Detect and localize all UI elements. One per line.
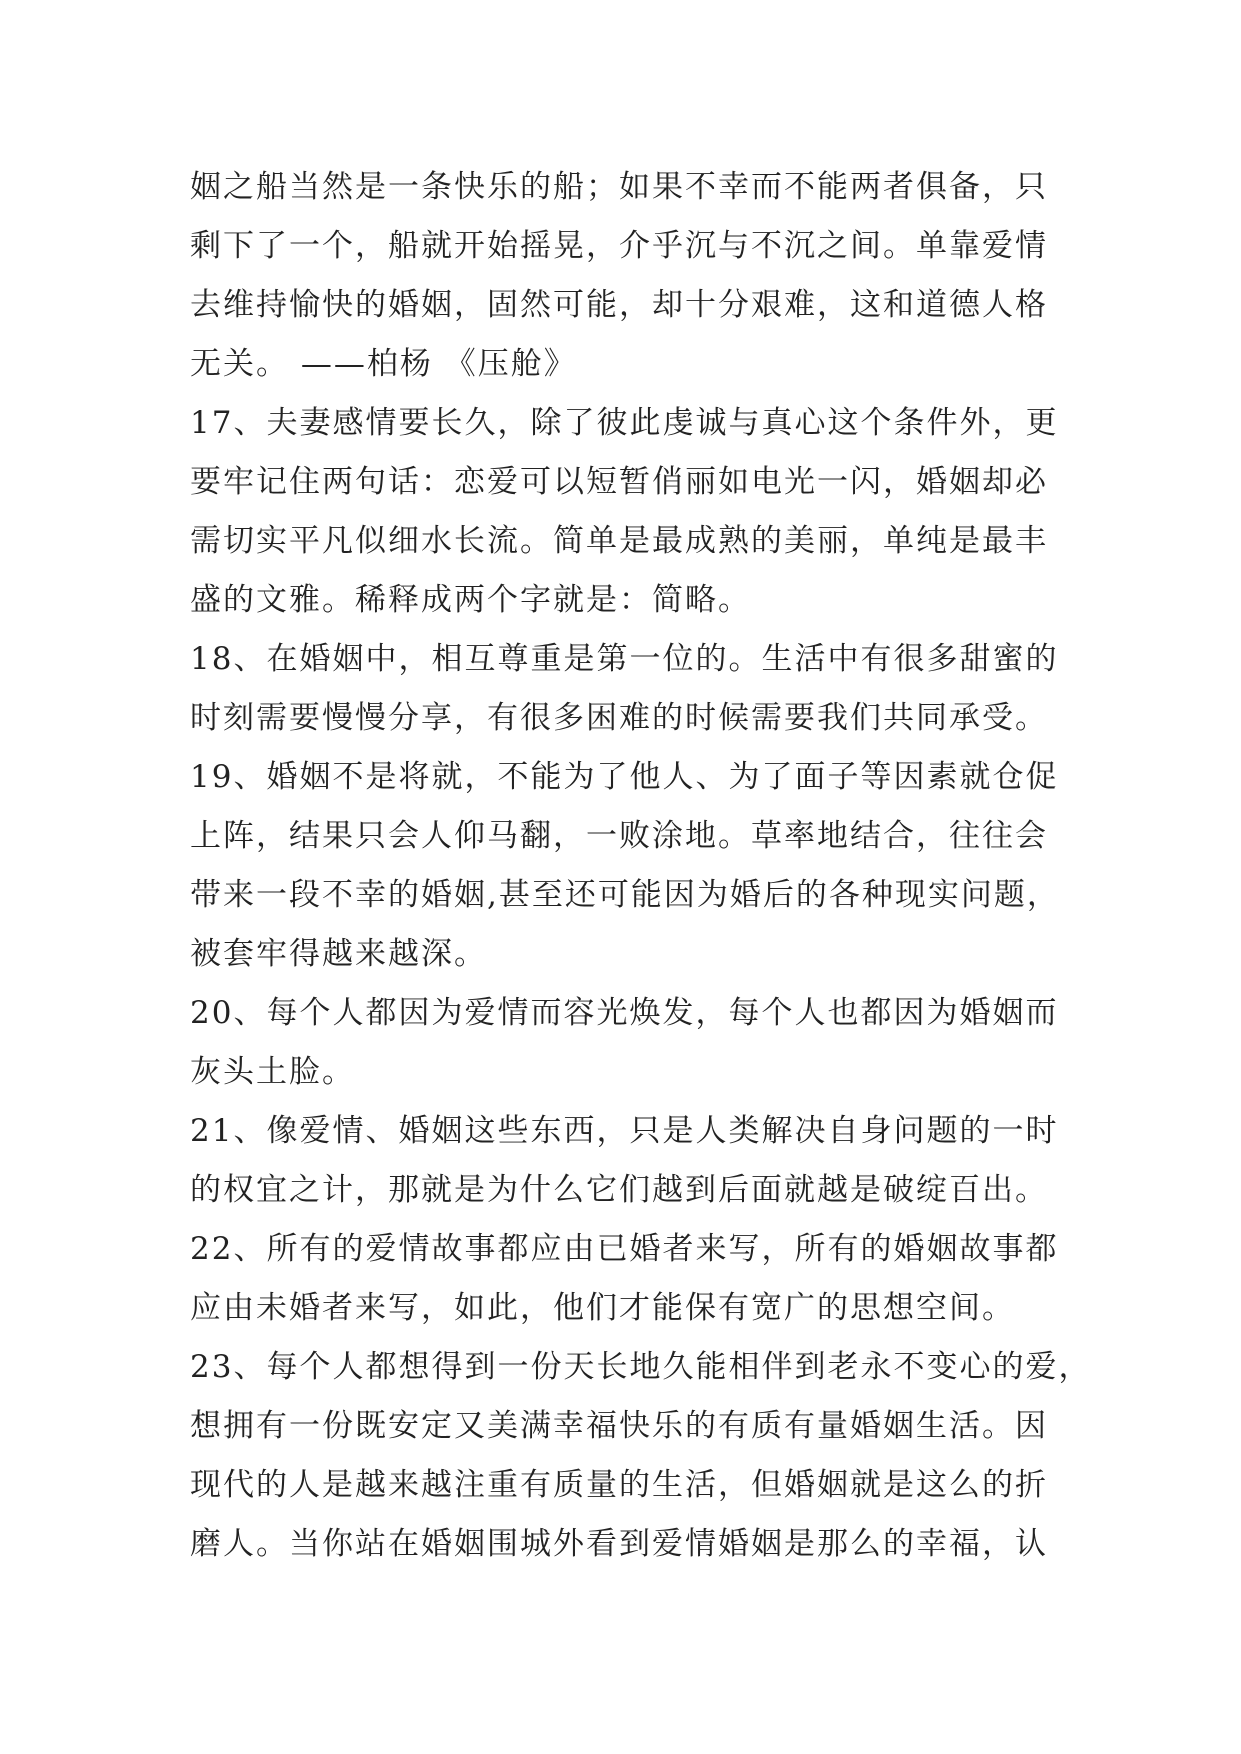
text-line: 无关。 ——柏杨 《压舱》	[190, 346, 577, 382]
text-line: 盛的文雅。稀释成两个字就是：简略。	[190, 582, 751, 618]
text-line: 23、每个人都想得到一份天长地久能相伴到老永不变心的爱，	[190, 1349, 1092, 1385]
text-line: 的权宜之计，那就是为什么它们越到后面就越是破绽百出。	[190, 1172, 1048, 1208]
body-text	[190, 158, 1092, 1574]
text-line: 姻之船当然是一条快乐的船；如果不幸而不能两者俱备，只	[190, 169, 1048, 205]
text-line: 22、所有的爱情故事都应由已婚者来写，所有的婚姻故事都	[190, 1231, 1059, 1267]
text-line: 19、婚姻不是将就，不能为了他人、为了面子等因素就仓促	[190, 759, 1059, 795]
text-line: 带来一段不幸的婚姻,甚至还可能因为婚后的各种现实问题，	[190, 877, 1060, 913]
text-line: 被套牢得越来越深。	[190, 936, 487, 972]
text-line: 21、像爱情、婚姻这些东西，只是人类解决自身问题的一时	[190, 1113, 1059, 1149]
text-line: 时刻需要慢慢分享，有很多困难的时候需要我们共同承受。	[190, 700, 1048, 736]
text-line: 剩下了一个，船就开始摇晃，介乎沉与不沉之间。单靠爱情	[190, 228, 1048, 264]
text-line: 需切实平凡似细水长流。简单是最成熟的美丽，单纯是最丰	[190, 523, 1048, 559]
text-line: 18、在婚姻中，相互尊重是第一位的。生活中有很多甜蜜的	[190, 641, 1059, 677]
text-line: 应由未婚者来写，如此，他们才能保有宽广的思想空间。	[190, 1290, 1015, 1326]
text-line: 要牢记住两句话：恋爱可以短暂俏丽如电光一闪，婚姻却必	[190, 464, 1048, 500]
text-line: 灰头土脸。	[190, 1054, 355, 1090]
text-line: 20、每个人都因为爱情而容光焕发，每个人也都因为婚姻而	[190, 995, 1059, 1031]
text-line: 磨人。当你站在婚姻围城外看到爱情婚姻是那么的幸福，认	[190, 1526, 1048, 1562]
text-line: 去维持愉快的婚姻，固然可能，却十分艰难，这和道德人格	[190, 287, 1048, 323]
text-line: 17、夫妻感情要长久，除了彼此虔诚与真心这个条件外，更	[190, 405, 1059, 441]
text-line: 想拥有一份既安定又美满幸福快乐的有质有量婚姻生活。因	[190, 1408, 1048, 1444]
text-line: 上阵，结果只会人仰马翻，一败涂地。草率地结合，往往会	[190, 818, 1048, 854]
text-line: 现代的人是越来越注重有质量的生活，但婚姻就是这么的折	[190, 1467, 1048, 1503]
